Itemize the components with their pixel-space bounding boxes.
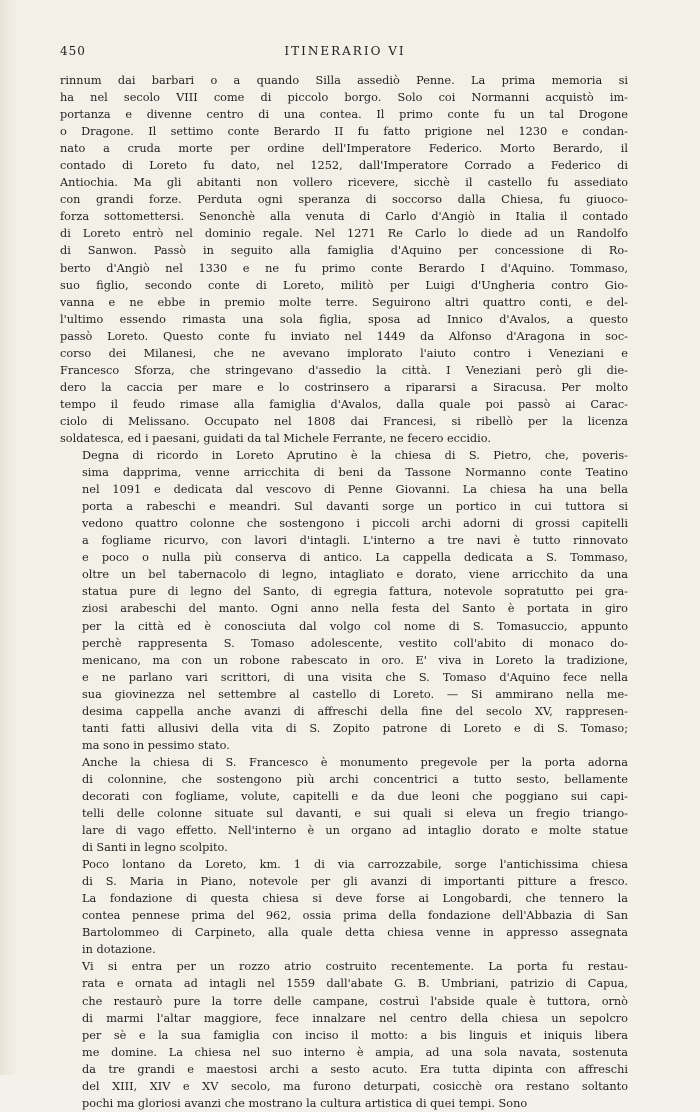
text-line: vanna e ne ebbe in premio molte terre. Seguirono altri quattro conti, e del- <box>60 295 628 309</box>
text-line: portanza e divenne centro di una contea. Il primo conte fu un tal Drogone <box>60 108 628 122</box>
text-line: telli delle colonne situate sul davanti, e sui quali si eleva un fregio triango- <box>82 807 628 821</box>
text-line: me domine. La chiesa nel suo interno è ampia, ad una sola navata, sostenuta <box>82 1045 628 1059</box>
text-line: statua pure di legno del Santo, di egregia fattura, notevole sopratutto pei gra- <box>82 585 628 599</box>
text-line: berto d'Angiò nel 1330 e ne fu primo conte Berardo I d'Aquino. Tommaso, <box>60 261 628 275</box>
page-number: 450 <box>60 44 86 58</box>
text-line: nel 1091 e dedicata dal vescovo di Penne Giovanni. La chiesa ha una bella <box>82 483 628 497</box>
text-line: di Loreto entrò nel dominio regale. Nel 1271 Re Carlo lo diede ad un Randolfo <box>60 227 628 241</box>
page-header <box>60 44 630 68</box>
text-line: di colonnine, che sostengono più archi concentrici a tutto sesto, bellamente <box>82 772 628 786</box>
text-line: a fogliame ricurvo, con lavori d'intagli. L'interno a tre navi è tutto rinnovato <box>82 534 628 548</box>
text-line: di Sanwon. Passò in seguito alla famiglia d'Aquino per concessione di Ro- <box>60 244 628 258</box>
paragraph <box>60 754 628 856</box>
text-line: contea pennese prima del 962, ossia prima della fondazione dell'Abbazia di San <box>82 909 628 923</box>
paragraph <box>60 958 628 1111</box>
text-line: suo figlio, secondo conte di Loreto, militò per Luigi d'Ungheria contro Gio- <box>60 278 628 292</box>
text-line: l'ultimo essendo rimasta una sola figlia, sposa ad Innico d'Avalos, a questo <box>60 312 628 326</box>
text-line: ma sono in pessimo stato. <box>82 738 230 752</box>
text-line: di Santi in legno scolpito. <box>82 841 228 855</box>
body-text <box>60 72 628 1112</box>
text-line: oltre un bel tabernacolo di legno, intagliato e dorato, viene arricchito da una <box>82 568 628 582</box>
text-line: per sè e la sua famiglia con inciso il motto: a bis linguis et iniquis libera <box>82 1028 628 1042</box>
text-line: rinnum dai barbari o a quando Silla assediò Penne. La prima memoria si <box>60 74 628 87</box>
text-line: con grandi forze. Perduta ogni speranza di soccorso dalla Chiesa, fu giuoco- <box>60 193 628 207</box>
text-line: ziosi arabeschi del manto. Ogni anno nella festa del Santo è portata in giro <box>82 602 628 616</box>
text-line: da tre grandi e maestosi archi a sesto acuto. Era tutta dipinta con affreschi <box>82 1062 628 1076</box>
text-line: vedono quattro colonne che sostengono i piccoli archi adorni di grossi capitelli <box>82 517 628 531</box>
text-line: ha nel secolo VIII come di piccolo borgo. Solo coi Normanni acquistò im- <box>60 91 628 105</box>
text-line: di S. Maria in Piano, notevole per gli avanzi di importanti pitture a fresco. <box>82 875 628 889</box>
text-line: sua giovinezza nel settembre al castello di Loreto. — Si ammirano nella me- <box>82 687 628 701</box>
text-line: contado di Loreto fu dato, nel 1252, dall'Imperatore Corrado a Federico di <box>60 159 628 173</box>
text-line: del XIII, XIV e XV secolo, ma furono deturpati, cosicchè ora restano soltanto <box>82 1079 628 1093</box>
text-line: Poco lontano da Loreto, km. 1 di via carrozzabile, sorge l'antichissima chiesa <box>82 858 628 872</box>
text-line: rata e ornata ad intagli nel 1559 dall'abate G. B. Umbriani, patrizio di Capua, <box>82 977 628 991</box>
text-line: menicano, ma con un robone rabescato in oro. E' viva in Loreto la tradizione, <box>82 653 628 667</box>
paragraph <box>60 856 628 958</box>
text-line: Francesco Sforza, che stringevano d'assedio la città. I Veneziani però gli die- <box>60 363 628 377</box>
text-line: Degna di ricordo in Loreto Aprutino è la chiesa di S. Pietro, che, poveris- <box>82 449 628 463</box>
text-line: e ne parlano vari scrittori, di una visita che S. Tomaso d'Aquino fece nella <box>82 670 628 684</box>
text-line: lare di vago effetto. Nell'interno è un organo ad intaglio dorato e molte statue <box>82 824 628 838</box>
text-line: per la città ed è conosciuta dal volgo col nome di S. Tomasuccio, appunto <box>82 619 628 633</box>
text-line: che restaurò pure la torre delle campane, costruì l'abside quale è tuttora, ornò <box>82 994 628 1008</box>
text-line: passò Loreto. Questo conte fu inviato nel 1449 da Alfonso d'Aragona in soc- <box>60 329 628 343</box>
text-line: ciolo di Melissano. Occupato nel 1808 dai Francesi, si ribellò per la licenza <box>60 414 628 428</box>
text-line: e poco o nulla più conserva di antico. La cappella dedicata a S. Tommaso, <box>82 551 628 565</box>
text-line: Bartolommeo di Carpineto, alla quale detta chiesa venne in appresso assegnata <box>82 926 628 940</box>
text-line: desima cappella anche avanzi di affreschi della fine del secolo XV, rappresen- <box>82 704 628 718</box>
text-line: pochi ma gloriosi avanzi che mostrano la cultura artistica di quei tempi. Sono <box>82 1096 528 1110</box>
text-line: perchè rappresenta S. Tomaso adolescente, vestito coll'abito di monaco do- <box>82 636 628 650</box>
text-line: o Dragone. Il settimo conte Berardo II fu fatto prigione nel 1230 e condan- <box>60 125 628 139</box>
text-line: in dotazione. <box>82 943 156 957</box>
text-line: tanti fatti allusivi della vita di S. Zopito patrone di Loreto e di S. Tomaso; <box>82 721 628 735</box>
text-line: tempo il feudo rimase alla famiglia d'Avalos, dalla quale poi passò ai Carac- <box>60 397 628 411</box>
text-line: decorati con fogliame, volute, capitelli e da due leoni che poggiano sui capi- <box>82 789 628 803</box>
text-line: soldatesca, ed i paesani, guidati da tal Michele Ferrante, ne fecero eccidio. <box>60 431 491 445</box>
text-line: porta a rabeschi e meandri. Sul davanti sorge un portico in cui tuttora si <box>82 500 628 514</box>
paragraph <box>60 447 628 754</box>
text-line: Anche la chiesa di S. Francesco è monumento pregevole per la porta adorna <box>82 755 628 769</box>
text-line: dero la caccia per mare e lo costrinsero a ripararsi a Siracusa. Per molto <box>60 380 628 394</box>
text-line: Vi si entra per un rozzo atrio costruito recentemente. La porta fu restau- <box>82 960 628 974</box>
text-line: Antiochia. Ma gli abitanti non vollero ricevere, sicchè il castello fu assediato <box>60 176 628 190</box>
text-line: nato a cruda morte per ordine dell'Imperatore Federico. Morto Berardo, il <box>60 142 628 156</box>
text-line: sima dapprima, venne arricchita di beni da Tassone Normanno conte Teatino <box>82 466 628 480</box>
text-line: corso dei Milanesi, che ne avevano implorato l'aiuto contro i Veneziani e <box>60 346 628 360</box>
running-title: ITINERARIO VI <box>284 44 406 58</box>
text-line: di marmi l'altar maggiore, fece innalzare nel centro della chiesa un sepolcro <box>82 1011 628 1025</box>
text-line: forza sottomettersi. Senonchè alla venuta di Carlo d'Angiò in Italia il contado <box>60 210 628 224</box>
text-line: La fondazione di questa chiesa si deve forse ai Longobardi, che tennero la <box>82 892 628 906</box>
paragraph <box>60 72 628 447</box>
